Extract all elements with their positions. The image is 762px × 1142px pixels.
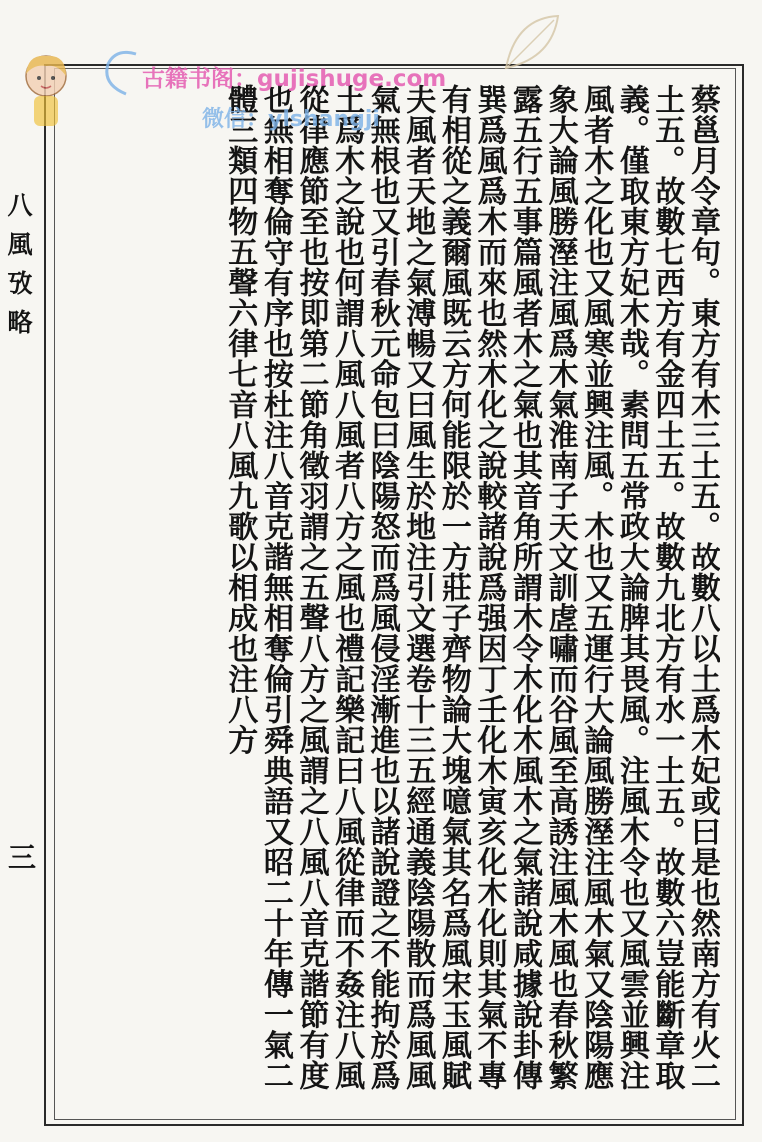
watermark: [96, 44, 526, 136]
watermark-site: 古籍书阁：gujishuge.com: [142, 66, 447, 92]
leaf-icon: [496, 8, 566, 78]
page-number: 三: [8, 841, 37, 874]
body-text: 蔡邕月令章句。東方有木三土五。故數八以土爲木妃或曰是也然南方有火二土五。故數七西方有金四土五。故數九北方有水一土五。故數六豈能斷章取義。僅取東方妃木哉。素問五常政大論脾其畏風。注風木令也又風雲並興注風者木之化也又風寒並興注風。木也又五運行大論風勝溼注風木氣又陰陽應象大論風勝溼注風爲木氣淮南子天文訓虗嘯而谷風至高誘注風木風也春秋繁露五行五事篇風者木之氣也其音角所謂木令木化木風木之氣諸說咸據說卦傳巽爲風爲木而來也然木化之說較諸說爲强因丁壬化木寅亥化木化則其氣不專有相從之義爾風既云方何能限於一方莊子齊物論大塊噫氣其名爲風宋玉風賦夫風者天地之氣溥暢又曰風生於地注引文選卷十三五經通義陰陽散而爲風風氣無根也又引春秋元命包曰陰陽怒而爲風侵淫漸進也以諸說證之不能拘於爲土爲木之說也何謂八風八風者八方之風也禮記樂記曰八風從律而不姦注八風從律應節至也按即第二節角徵羽謂之五聲八方之風謂之八風八音克諧節有度也無相奪倫守有序也按杜注八音克諧無相奪倫引舜典語又昭二十年傳一氣二體三類四物五聲六律七音八風九歌以相成也注八方: [222, 84, 720, 1091]
watermark-wechat: 微信：ylshangji: [202, 107, 380, 132]
margin-book-title: 八風攷略: [4, 192, 33, 348]
cartoon-girl-icon: [6, 48, 86, 138]
